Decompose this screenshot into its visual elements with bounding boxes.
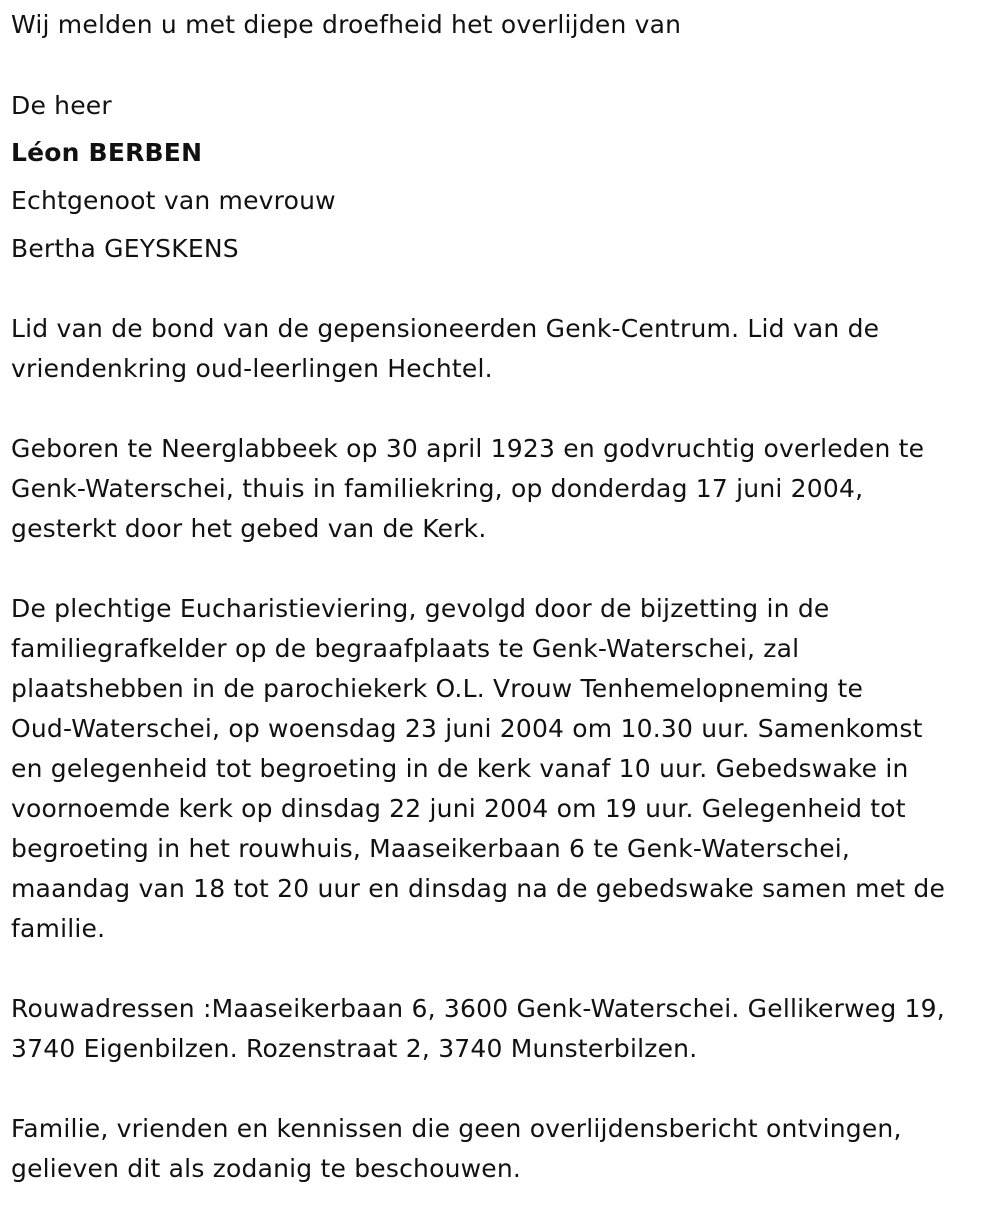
funeral-line: familie.: [11, 914, 106, 943]
funeral-line: maandag van 18 tot 20 uur en dinsdag na de gebedswake samen met de: [11, 874, 946, 903]
funeral-line: plaatshebben in de parochiekerk O.L. Vrouw Tenhemelopneming te: [11, 674, 864, 703]
closing-line: Familie, vrienden en kennissen die geen overlijdensbericht ontvingen,: [11, 1114, 902, 1143]
closing-line: gelieven dit als zodanig te beschouwen.: [11, 1154, 522, 1183]
funeral-line: Oud-Waterschei, op woensdag 23 juni 2004 om 10.30 uur. Samenkomst: [11, 714, 923, 743]
funeral-line: familiegrafkelder op de begraafplaats te Genk-Waterschei, zal: [11, 634, 800, 663]
funeral-line: voornoemde kerk op dinsdag 22 juni 2004 om 19 uur. Gelegenheid tot: [11, 794, 906, 823]
birth-death-line: Geboren te Neerglabbeek op 30 april 1923 en godvruchtig overleden te: [11, 434, 925, 463]
birth-death-line: Genk-Waterschei, thuis in familiekring, op donderdag 17 juni 2004,: [11, 474, 864, 503]
title-line: De heer: [11, 91, 112, 120]
membership-line: vriendenkring oud-leerlingen Hechtel.: [11, 354, 493, 383]
funeral-line: en gelegenheid tot begroeting in de kerk vanaf 10 uur. Gebedswake in: [11, 754, 909, 783]
birth-death-line: gesterkt door het gebed van de Kerk.: [11, 514, 487, 543]
funeral-line: begroeting in het rouwhuis, Maaseikerbaan 6 te Genk-Waterschei,: [11, 834, 851, 863]
address-line: Rouwadressen :Maaseikerbaan 6, 3600 Genk-Waterschei. Gellikerweg 19,: [11, 994, 945, 1023]
spouse-intro: Echtgenoot van mevrouw: [11, 186, 336, 215]
membership-line: Lid van de bond van de gepensioneerden Genk-Centrum. Lid van de: [11, 314, 880, 343]
intro-line: Wij melden u met diepe droefheid het overlijden van: [11, 10, 682, 39]
address-line: 3740 Eigenbilzen. Rozenstraat 2, 3740 Munsterbilzen.: [11, 1034, 698, 1063]
deceased-name: Léon BERBEN: [11, 138, 203, 167]
funeral-line: De plechtige Eucharistieviering, gevolgd door de bijzetting in de: [11, 594, 830, 623]
spouse-name: Bertha GEYSKENS: [11, 234, 239, 263]
